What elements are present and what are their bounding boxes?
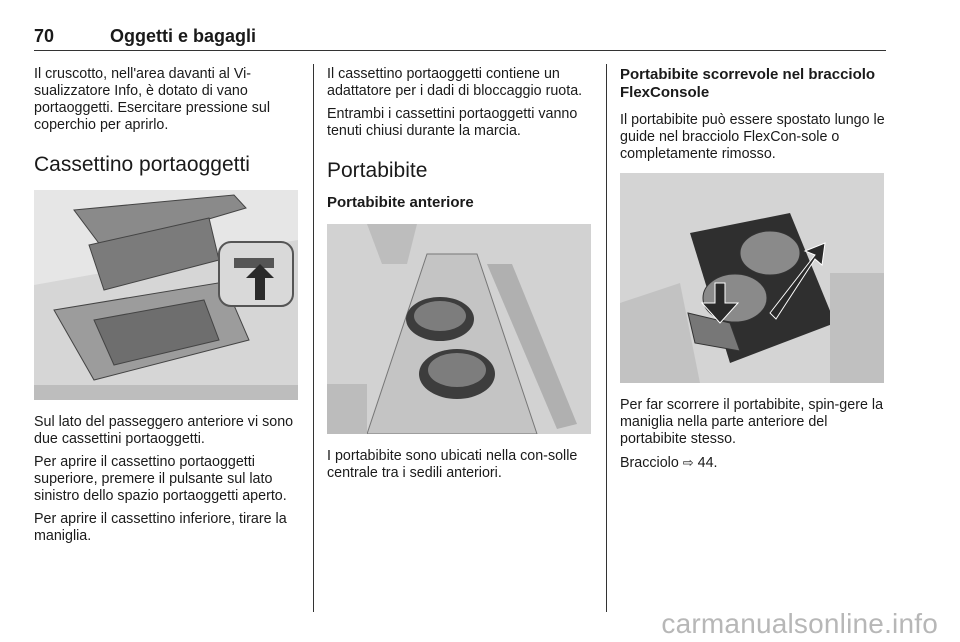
paragraph: Per aprire il cassettino portaoggetti superiore, premere il pulsante sul lato sinistro dello spazio portaoggetti aperto. [34, 454, 287, 504]
column-divider [313, 64, 314, 612]
front-cupholder-illustration [327, 224, 591, 434]
cross-reference-text: Bracciolo [620, 455, 683, 471]
watermark: carmanualsonline.info [661, 608, 938, 639]
glovebox-illustration [34, 190, 298, 400]
paragraph: I portabibite sono ubicati nella con-solle centrale tra i sedili anteriori. [327, 448, 578, 481]
paragraph: Sul lato del passeggero anteriore vi sono due cassettini portaoggetti. [34, 414, 294, 447]
paragraph: Per far scorrere il portabibite, spin-gere la maniglia nella parte anteriore del portabibite stesso. [620, 397, 884, 447]
section-heading: Cassettino portaoggetti [34, 153, 250, 176]
page-header [34, 26, 886, 52]
intro-paragraph: Il cruscotto, nell'area davanti al Vi-sualizzatore Info, è dotato di vano portaoggetti. Esercitare pressione sul coperchio per aprirlo. [34, 66, 271, 133]
column-3 [620, 66, 888, 478]
section-heading: Portabibite [327, 159, 428, 182]
page-title: Oggetti e bagagli [110, 26, 257, 46]
arrow-ref-icon: ⇨ [682, 455, 694, 470]
column-1 [34, 66, 300, 551]
page-number: 70 [34, 26, 55, 46]
paragraph: Entrambi i cassettini portaoggetti vanno tenuti chiusi durante la marcia. [327, 106, 578, 139]
paragraph: Il cassettino portaoggetti contiene un adattatore per i dadi di bloccaggio ruota. [327, 66, 583, 99]
header-rule [34, 50, 886, 51]
subsection-heading: Portabibite anteriore [327, 194, 474, 211]
column-divider [606, 64, 607, 612]
cross-reference-page[interactable]: 44. [693, 455, 718, 471]
section-heading: Portabibite scorrevole nel bracciolo FlexConsole [620, 66, 876, 101]
paragraph: Il portabibite può essere spostato lungo le guide nel bracciolo FlexCon-sole o completamente rimosso. [620, 112, 885, 162]
paragraph: Per aprire il cassettino inferiore, tirare la maniglia. [34, 511, 287, 544]
paragraph [620, 454, 888, 472]
column-2 [327, 66, 595, 488]
sliding-cupholder-illustration [620, 173, 884, 383]
